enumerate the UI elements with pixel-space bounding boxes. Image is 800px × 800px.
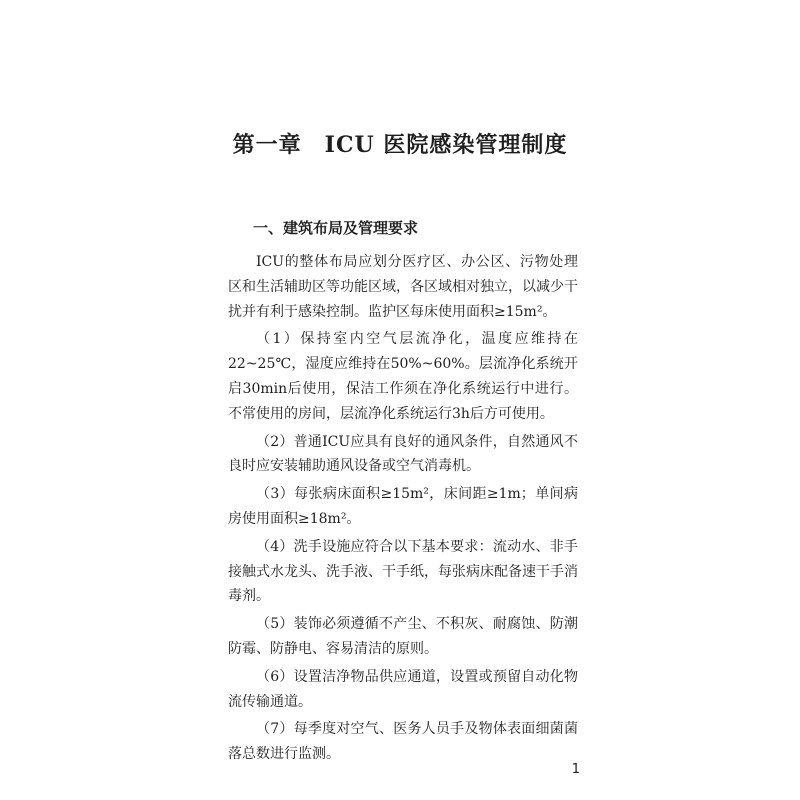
page-number: 1 — [571, 762, 580, 777]
paragraph-intro: ICU的整体布局应划分医疗区、办公区、污物处理区和生活辅助区等功能区域，各区域相对独立，以减少干扰并有利于感染控制。监护区每床使用面积≥15m²。 — [228, 254, 578, 320]
paragraph-item-5: （5）装饰必须遵循不产尘、不积灰、耐腐蚀、防潮防霉、防静电、容易清洁的原则。 — [228, 616, 578, 657]
paragraph-item-7: （7）每季度对空气、医务人员手及物体表面细菌菌落总数进行监测。 — [228, 721, 578, 763]
paragraph-item-4: （4）洗手设施应符合以下基本要求：流动水、非手接触式水龙头、洗手液、干手纸，每张病床配备速干手消毒剂。 — [228, 538, 578, 605]
body-text — [228, 250, 578, 770]
chapter-title: 第一章 ICU 医院感染管理制度 — [232, 132, 568, 158]
paragraph-item-2: （2）普通ICU应具有良好的通风条件，自然通风不良时应安装辅助通风设备或空气消毒机。 — [228, 433, 578, 475]
section-heading: 一、建筑布局及管理要求 — [253, 219, 419, 237]
paragraph-item-6: （6）设置洁净物品供应通道，设置或预留自动化物流传输通道。 — [228, 668, 578, 710]
paragraph-item-3: （3）每张病床面积≥15m²，床间距≥1m；单间病房使用面积≥18m²。 — [228, 486, 578, 527]
paragraph-item-1: （1）保持室内空气层流净化，温度应维持在22~25℃，湿度应维持在50%~60%。层流净化系统开启30min后使用，保洁工作须在净化系统运行中进行。不常使用的房间，层流净化系统运行3h后方可使用。 — [228, 331, 578, 422]
